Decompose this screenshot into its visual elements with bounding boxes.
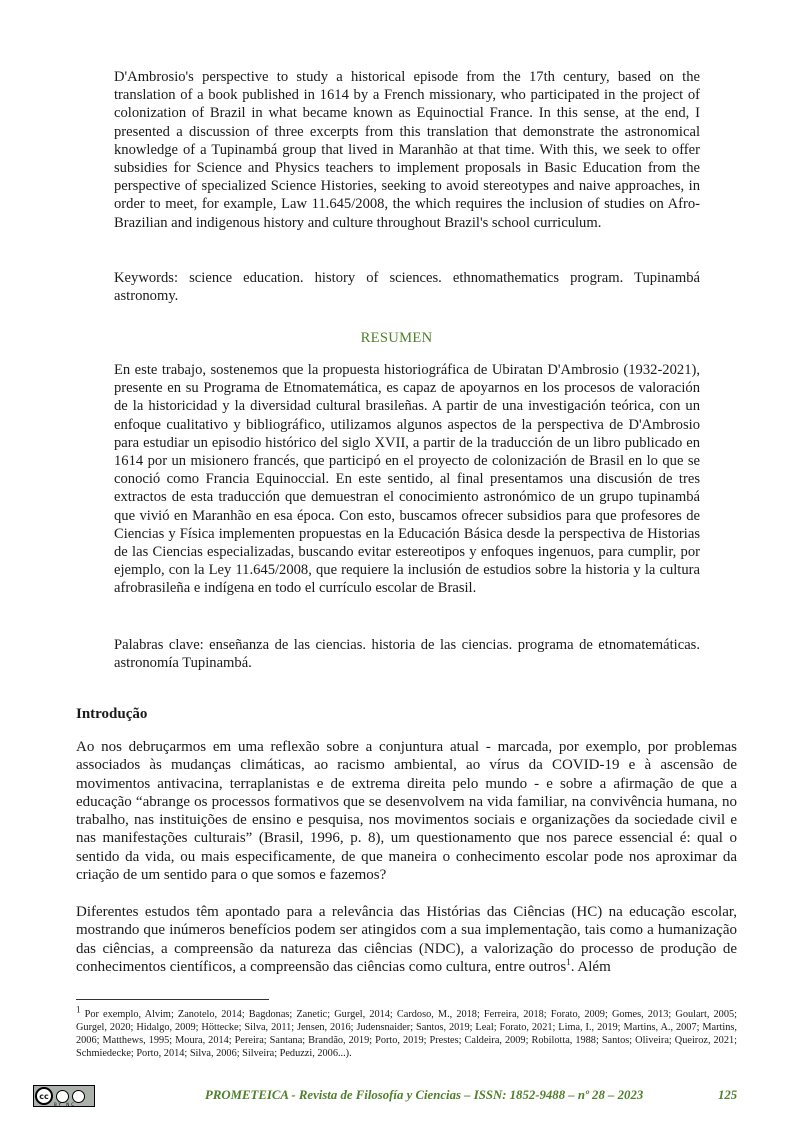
abstract-keywords: Keywords: science education. history of sciences. ethnomathematics program. Tupinambá astronomy.: [114, 270, 700, 305]
intro-paragraph-2-tail: . Além: [570, 958, 611, 975]
page-number: 125: [718, 1088, 738, 1102]
resumen-paragraph: En este trabajo, sostenemos que la propuesta historiográfica de Ubiratan D'Ambrosio (1932-2021), presente en su Programa de Etnomatemática, es capaz de apoyarnos en los procesos de valoración de la historicidad y la diversidad cultural brasileñas. A partir de una investigación teórica, con un enfoque cualitativo y bibliográfico, utilizamos algunos aspectos de la perspectiva de D'Ambrosio para estudiar un episodio histórico del siglo XVII, a partir de la traducción de un libro publicado en 1614 por un misionero francés, que participó en el proyecto de colonización de Brasil en lo que se conoció como Francia Equinoccial. En este sentido, al final presentamos una discusión de tres extractos de esta traducción que demuestran el conocimiento astronómico de un grupo tupinambá que vivió en Maranhão en esa época. Con esto, buscamos ofrecer subsidios para que profesores de Ciencias y Física implementen propuestas en la Educación Básica desde la perspectiva de Historias de las Ciencias especializadas, buscando evitar estereotipos y enfoques ingenuos, para cumplir, por ejemplo, con la Ley 11.645/2008, que requiere la inclusión de estudios sobre la historia y la cultura afrobrasileña e indígena en todo el currículo escolar de Brasil.: [114, 362, 700, 597]
license-label: BY NC: [54, 1102, 77, 1107]
page-footer: [0, 1085, 793, 1105]
section-heading-introducao: Introdução: [76, 706, 148, 722]
footnote-text: Por exemplo, Alvim; Zanotelo, 2014; Bagdonas; Zanetic; Gurgel, 2014; Cardoso, M., 2018; Ferreira, 2018; Forato, 2009; Gomes, 2013; Goulart, 2005; Gurgel, 2020; Hidalgo, 2009; Höttecke; Silva, 2011; Jensen, 2016; Judensnaider; Santos, 2019; Leal; Forato, 2021; Lima, I., 2019; Martins, A., 2007; Martins, 2006; Matthews, 1995; Moura, 2014; Pereira; Santana; Brandão, 2019; Porto, 2019; Prestes; Caldeira, 2009; Robilotta, 1988; Santos; Oliveira; Queiroz, 2021; Schmiedecke; Porto, 2014; Silva, 2006; Silveira; Peduzzi, 2006...).: [76, 1009, 737, 1060]
footnote-marker: 1: [76, 1004, 81, 1015]
resumen-title: RESUMEN: [360, 330, 433, 346]
footnote-reference[interactable]: 1: [566, 956, 571, 967]
abstract-paragraph: D'Ambrosio's perspective to study a historical episode from the 17th century, based on the translation of a book published in 1614 by a French missionary, who participated in the project of colonization of Brazil in what became known as Equinoctial France. In this sense, at the end, I presented a discussion of three excerpts from this translation that demonstrate the astronomical knowledge of a Tupinambá group that lived in Maranhão at that time. With this, we seek to offer subsidies for Science and Physics teachers to implement proposals in Basic Education from the perspective of specialized Science Histories, seeking to avoid stereotypes and naive approaches, in order to meet, for example, Law 11.645/2008, the which requires the inclusion of studies on Afro-Brazilian and indigenous history and culture throughout Brazil's school curriculum.: [114, 69, 700, 231]
journal-citation: PROMETEICA - Revista de Filosofía y Ciencias – ISSN: 1852-9488 – nº 28 – 2023: [205, 1088, 644, 1102]
intro-paragraph-1: Ao nos debruçarmos em uma reflexão sobre a conjuntura atual - marcada, por exemplo, por problemas associados às mudanças climáticas, ao racismo ambiental, ao vírus da COVID-19 e à ascensão de movimentos antivacina, terraplanistas e de extrema direita pelo mundo - e sobre a afirmação de que a educação “abrange os processos formativos que se desenvolvem na vida familiar, na convivência humana, no trabalho, nas instituições de ensino e pesquisa, nos movimentos sociais e organizações da sociedade civil e nas manifestações culturais” (Brasil, 1996, p. 8), um questionamento que nos parece essencial é: qual o sentido da vida, ou mais especificamente, de que maneira o conhecimento escolar pode nos aproximar da criação de um sentido para o que somos e fazemos?: [76, 739, 737, 884]
attribution-icon: [56, 1090, 69, 1103]
noncommercial-icon: [72, 1090, 85, 1103]
footnote-divider: [76, 999, 269, 1000]
creative-commons-license-icon[interactable]: [33, 1085, 95, 1107]
cc-icon: cc: [35, 1087, 53, 1105]
intro-paragraph-2: [76, 903, 737, 976]
intro-paragraph-2-text: Diferentes estudos têm apontado para a relevância das Histórias das Ciências (HC) na educação escolar, mostrando que inúmeros benefícios podem ser atingidos com a sua implementação, tais como a humanização das ciências, a compreensão da natureza das ciências (NDC), a valorização do processo de produção de conhecimentos científicos, a compreensão das ciências como cultura, entre outros: [76, 904, 737, 975]
footnote: [76, 1004, 737, 1060]
resumen-keywords: Palabras clave: enseñanza de las ciencias. historia de las ciencias. programa de etnomatemáticas. astronomía Tupinambá.: [114, 637, 700, 672]
